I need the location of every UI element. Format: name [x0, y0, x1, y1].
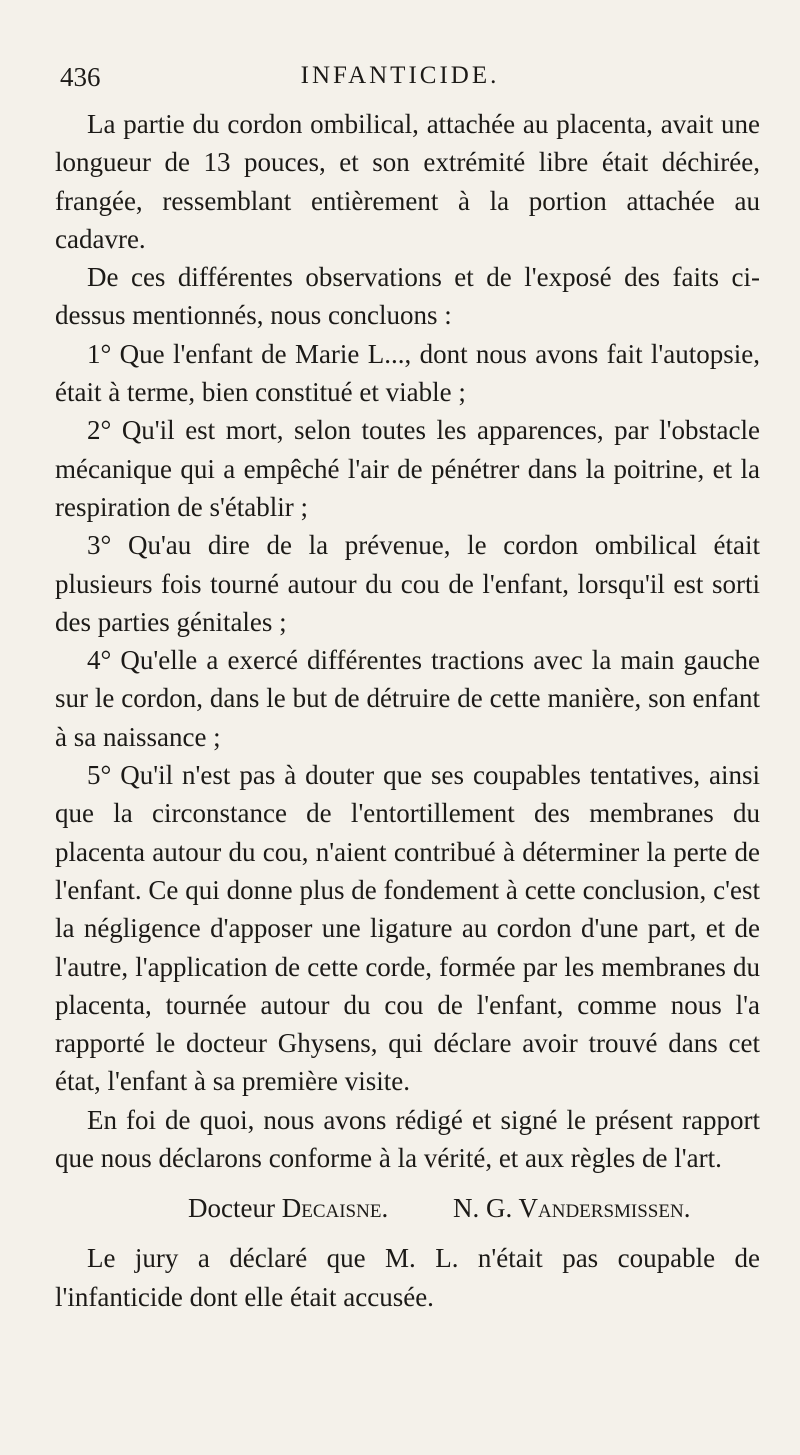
- conclusion-2: 2° Qu'il est mort, selon toutes les apparences, par l'obstacle mécanique qui a empêché l'air de pénétrer dans la poitrine, et la respiration de s'établir ;: [55, 415, 760, 522]
- page-number: 436: [60, 62, 101, 92]
- conclusion-3: 3° Qu'au dire de la prévenue, le cordon ombilical était plusieurs fois tourné autour du cou de l'enfant, lorsqu'il est sorti des parties génitales ;: [55, 530, 760, 637]
- paragraph-conclusions-intro: De ces différentes observations et de l'exposé des faits ci-dessus mentionnés, nous concluons :: [55, 262, 760, 331]
- paragraph-jury-verdict: Le jury a déclaré que M. L. n'était pas coupable de l'infanticide dont elle était accusée.: [55, 1243, 760, 1312]
- running-head: [60, 62, 740, 102]
- conclusion-1: 1° Que l'enfant de Marie L..., dont nous avons fait l'autopsie, était à terme, bien constitué et viable ;: [55, 338, 760, 408]
- text-body: [55, 105, 760, 1316]
- conclusion-4: 4° Qu'elle a exercé différentes tractions avec la main gauche sur le cordon, dans le but de détruire de cette manière, son enfant à sa naissance ;: [55, 645, 760, 752]
- signature-name-decaisne: Decaisne.: [281, 1193, 389, 1224]
- paragraph-attestation: En foi de quoi, nous avons rédigé et signé le présent rapport que nous déclarons conforme à la vérité, et aux règles de l'art.: [55, 1104, 760, 1174]
- signature-title: Docteur: [188, 1193, 275, 1224]
- conclusion-5: 5° Qu'il n'est pas à douter que ses coupables tentatives, ainsi que la circonstance de l'entortillement des membranes du placenta autour du cou, n'aient contribué à déterminer la perte de l'enfant. Ce qui donne plus de fondement à cette conclusion, c'est la négligence d'apposer une ligature au cordon d'une part, et de l'autre, l'application de cette corde, formée par les membranes du placenta, tournée autour du cou de l'enfant, comme nous l'a rapporté le docteur Ghysens, qui déclare avoir trouvé dans cet état, l'enfant à sa première visite.: [55, 760, 760, 1097]
- signature-line: [55, 1177, 760, 1239]
- signature-vandersmissen: N. G. Vandersmissen.: [453, 1193, 691, 1224]
- paragraph-cord-description: La partie du cordon ombilical, attachée au placenta, avait une longueur de 13 pouces, et son extrémité libre était déchirée, frangée, ressemblant entièrement à la portion attachée au cadavre.: [55, 109, 760, 254]
- running-title: INFANTICIDE.: [300, 62, 500, 89]
- signature-decaisne: [188, 1177, 388, 1239]
